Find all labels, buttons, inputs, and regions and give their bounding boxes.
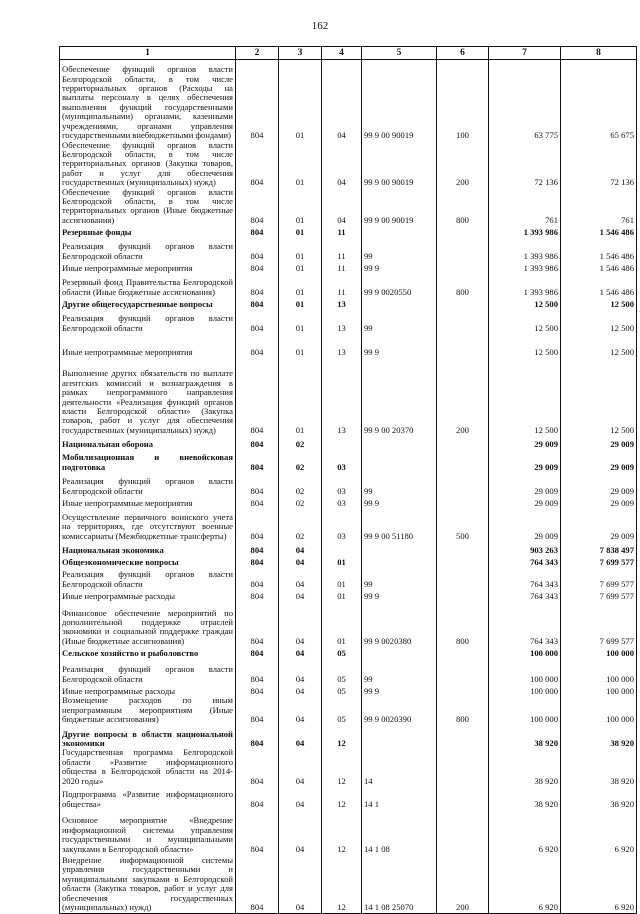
amount-second-year: 7 699 577 [561, 589, 637, 601]
subsection-code: 11 [322, 261, 362, 273]
column-header: 7 [489, 47, 561, 60]
section-code: 01 [279, 333, 322, 357]
amount-second-year: 1 546 486 [561, 273, 637, 297]
column-header: 1 [60, 47, 236, 60]
subsection-code: 13 [322, 297, 362, 309]
expense-type-code [437, 567, 489, 589]
admin-code: 804 [236, 273, 279, 297]
subsection-code: 03 [322, 508, 362, 541]
table-row [60, 541, 637, 555]
table-row [60, 237, 637, 261]
subsection-code: 12 [322, 748, 362, 786]
table-row [60, 646, 637, 658]
row-description: Иные непрограммные мероприятия [60, 333, 236, 357]
expense-type-code: 200 [437, 141, 489, 188]
amount-second-year: 29 009 [561, 472, 637, 496]
row-description: Выполнение других обязательств по выплате агентских комиссий и вознаграждения в рамках непрограммного направления деятельности «Реализация функций органов власти Белгородской области» (Закупка товаров, работ и услуг для обеспечения государственных (муниципальных) нужд) [60, 357, 236, 435]
target-article-code [362, 646, 437, 658]
subsection-code: 01 [322, 601, 362, 646]
column-header: 3 [279, 47, 322, 60]
amount-first-year: 764 343 [489, 589, 561, 601]
expense-type-code [437, 786, 489, 809]
amount-first-year: 764 343 [489, 555, 561, 567]
expense-type-code: 800 [437, 188, 489, 226]
amount-second-year: 12 500 [561, 309, 637, 333]
amount-first-year: 761 [489, 188, 561, 226]
header-row [60, 47, 637, 60]
section-code: 04 [279, 854, 322, 913]
amount-first-year: 63 775 [489, 60, 561, 141]
amount-second-year: 100 000 [561, 658, 637, 684]
amount-second-year: 6 920 [561, 854, 637, 913]
expense-type-code [437, 435, 489, 449]
target-article-code: 14 1 08 [362, 809, 437, 854]
subsection-code: 12 [322, 786, 362, 809]
admin-code: 804 [236, 261, 279, 273]
admin-code: 804 [236, 724, 279, 748]
target-article-code: 99 [362, 567, 437, 589]
target-article-code [362, 225, 437, 237]
table-row [60, 449, 637, 472]
table-row [60, 357, 637, 435]
admin-code: 804 [236, 188, 279, 226]
target-article-code [362, 297, 437, 309]
table-row [60, 809, 637, 854]
subsection-code: 05 [322, 696, 362, 724]
amount-second-year: 72 136 [561, 141, 637, 188]
section-code: 02 [279, 508, 322, 541]
amount-second-year: 29 009 [561, 508, 637, 541]
row-description: Другие вопросы в области национальной экономики [60, 724, 236, 748]
subsection-code: 13 [322, 333, 362, 357]
amount-first-year: 29 009 [489, 449, 561, 472]
target-article-code: 99 9 [362, 496, 437, 508]
target-article-code: 14 [362, 748, 437, 786]
table-row [60, 141, 637, 188]
subsection-code: 04 [322, 141, 362, 188]
expense-type-code [437, 496, 489, 508]
amount-first-year: 100 000 [489, 646, 561, 658]
amount-first-year: 29 009 [489, 496, 561, 508]
expense-type-code [437, 658, 489, 684]
expense-type-code [437, 541, 489, 555]
amount-second-year: 29 009 [561, 496, 637, 508]
amount-second-year: 100 000 [561, 696, 637, 724]
expense-type-code [437, 589, 489, 601]
amount-second-year: 38 920 [561, 748, 637, 786]
table-row [60, 601, 637, 646]
table-row [60, 60, 637, 141]
row-description: Основное мероприятие «Внедрение информационной системы управления государственными и муниципальными закупками в Белгородской области» [60, 809, 236, 854]
table-row [60, 555, 637, 567]
amount-second-year: 1 546 486 [561, 225, 637, 237]
expense-type-code: 200 [437, 357, 489, 435]
table-row [60, 297, 637, 309]
target-article-code: 14 1 08 25070 [362, 854, 437, 913]
subsection-code: 03 [322, 472, 362, 496]
amount-second-year: 12 500 [561, 297, 637, 309]
section-code: 01 [279, 237, 322, 261]
amount-first-year: 100 000 [489, 684, 561, 696]
section-code: 04 [279, 809, 322, 854]
table-row [60, 333, 637, 357]
expense-type-code [437, 748, 489, 786]
amount-first-year: 6 920 [489, 854, 561, 913]
amount-first-year: 100 000 [489, 658, 561, 684]
admin-code: 804 [236, 357, 279, 435]
target-article-code: 99 9 0020380 [362, 601, 437, 646]
budget-table [59, 46, 637, 914]
row-description: Подпрограмма «Развитие информационного общества» [60, 786, 236, 809]
table-row [60, 508, 637, 541]
table-row [60, 696, 637, 724]
row-description: Реализация функций органов власти Белгородской области [60, 658, 236, 684]
subsection-code: 12 [322, 724, 362, 748]
subsection-code: 11 [322, 237, 362, 261]
row-description: Сельское хозяйство и рыболовство [60, 646, 236, 658]
subsection-code [322, 541, 362, 555]
amount-first-year: 764 343 [489, 601, 561, 646]
row-description: Резервные фонды [60, 225, 236, 237]
amount-second-year: 7 699 577 [561, 601, 637, 646]
expense-type-code: 200 [437, 854, 489, 913]
admin-code: 804 [236, 786, 279, 809]
section-code: 02 [279, 496, 322, 508]
section-code: 01 [279, 309, 322, 333]
section-code: 01 [279, 225, 322, 237]
admin-code: 804 [236, 696, 279, 724]
admin-code: 804 [236, 658, 279, 684]
expense-type-code: 800 [437, 696, 489, 724]
amount-second-year: 7 699 577 [561, 567, 637, 589]
admin-code: 804 [236, 472, 279, 496]
amount-second-year: 100 000 [561, 684, 637, 696]
amount-first-year: 38 920 [489, 724, 561, 748]
expense-type-code [437, 646, 489, 658]
expense-type-code [437, 684, 489, 696]
amount-first-year: 1 393 986 [489, 237, 561, 261]
section-code: 04 [279, 601, 322, 646]
target-article-code: 99 9 0020390 [362, 696, 437, 724]
amount-second-year: 29 009 [561, 449, 637, 472]
section-code: 01 [279, 141, 322, 188]
target-article-code: 99 [362, 237, 437, 261]
target-article-code [362, 449, 437, 472]
subsection-code [322, 435, 362, 449]
expense-type-code [437, 297, 489, 309]
amount-second-year: 29 009 [561, 435, 637, 449]
table-row [60, 786, 637, 809]
amount-second-year: 6 920 [561, 809, 637, 854]
admin-code: 804 [236, 496, 279, 508]
section-code: 04 [279, 567, 322, 589]
section-code: 04 [279, 658, 322, 684]
row-description: Внедрение информационной системы управления государственными и муниципальными закупками в Белгородской области (Закупка товаров, работ и услуг для обеспечения государственных (муниципальных) нужд) [60, 854, 236, 913]
section-code: 04 [279, 555, 322, 567]
target-article-code: 99 9 [362, 589, 437, 601]
row-description: Реализация функций органов власти Белгородской области [60, 309, 236, 333]
table-row [60, 854, 637, 913]
amount-first-year: 100 000 [489, 696, 561, 724]
table-row [60, 435, 637, 449]
section-code: 01 [279, 273, 322, 297]
amount-second-year: 7 838 497 [561, 541, 637, 555]
expense-type-code: 100 [437, 60, 489, 141]
target-article-code: 99 9 [362, 684, 437, 696]
amount-first-year: 1 393 986 [489, 261, 561, 273]
target-article-code [362, 724, 437, 748]
target-article-code [362, 541, 437, 555]
target-article-code [362, 555, 437, 567]
row-description: Иные непрограммные расходы [60, 589, 236, 601]
row-description: Национальная оборона [60, 435, 236, 449]
expense-type-code [437, 309, 489, 333]
subsection-code: 03 [322, 496, 362, 508]
amount-first-year: 12 500 [489, 309, 561, 333]
column-header: 8 [561, 47, 637, 60]
amount-first-year: 12 500 [489, 297, 561, 309]
target-article-code: 99 [362, 472, 437, 496]
expense-type-code [437, 449, 489, 472]
expense-type-code [437, 724, 489, 748]
subsection-code: 13 [322, 357, 362, 435]
amount-first-year: 1 393 986 [489, 273, 561, 297]
subsection-code: 01 [322, 555, 362, 567]
section-code: 01 [279, 357, 322, 435]
subsection-code: 01 [322, 567, 362, 589]
row-description: Общеэкономические вопросы [60, 555, 236, 567]
admin-code: 804 [236, 589, 279, 601]
amount-second-year: 38 920 [561, 724, 637, 748]
admin-code: 804 [236, 748, 279, 786]
admin-code: 804 [236, 555, 279, 567]
admin-code: 804 [236, 333, 279, 357]
expense-type-code [437, 261, 489, 273]
row-description: Обеспечение функций органов власти Белгородской области, в том числе территориальных органов (Расходы на выплаты персоналу в целях обеспечения выполнения функций государственными (муниципальными) органами, казенными учреждениями, органами управления государственными внебюджетными фондами) [60, 60, 236, 141]
subsection-code: 11 [322, 273, 362, 297]
column-header: 2 [236, 47, 279, 60]
subsection-code: 05 [322, 646, 362, 658]
section-code: 01 [279, 297, 322, 309]
row-description: Другие общегосударственные вопросы [60, 297, 236, 309]
expense-type-code [437, 809, 489, 854]
admin-code: 804 [236, 435, 279, 449]
section-code: 02 [279, 472, 322, 496]
expense-type-code [437, 472, 489, 496]
section-code: 01 [279, 60, 322, 141]
admin-code: 804 [236, 225, 279, 237]
row-description: Осуществление первичного воинского учета на территориях, где отсутствуют военные комиссариаты (Межбюджетные трансферты) [60, 508, 236, 541]
expense-type-code [437, 555, 489, 567]
section-code: 04 [279, 541, 322, 555]
amount-first-year: 38 920 [489, 748, 561, 786]
admin-code: 804 [236, 309, 279, 333]
admin-code: 804 [236, 60, 279, 141]
section-code: 04 [279, 589, 322, 601]
row-description: Обеспечение функций органов власти Белгородской области, в том числе территориальных органов (Иные бюджетные ассигнования) [60, 188, 236, 226]
target-article-code: 99 9 00 90019 [362, 141, 437, 188]
target-article-code: 14 1 [362, 786, 437, 809]
amount-first-year: 1 393 986 [489, 225, 561, 237]
row-description: Резервный фонд Правительства Белгородской области (Иные бюджетные ассигнования) [60, 273, 236, 297]
table-row [60, 225, 637, 237]
column-header: 4 [322, 47, 362, 60]
page-number: 162 [311, 20, 329, 32]
expense-type-code: 500 [437, 508, 489, 541]
admin-code: 804 [236, 567, 279, 589]
row-description: Реализация функций органов власти Белгородской области [60, 237, 236, 261]
admin-code: 804 [236, 601, 279, 646]
target-article-code: 99 [362, 658, 437, 684]
column-header: 6 [437, 47, 489, 60]
expense-type-code: 800 [437, 601, 489, 646]
subsection-code: 12 [322, 809, 362, 854]
table-row [60, 589, 637, 601]
target-article-code: 99 9 00 90019 [362, 188, 437, 226]
table-row [60, 567, 637, 589]
amount-second-year: 12 500 [561, 333, 637, 357]
amount-first-year: 6 920 [489, 809, 561, 854]
section-code: 04 [279, 786, 322, 809]
admin-code: 804 [236, 809, 279, 854]
amount-second-year: 7 699 577 [561, 555, 637, 567]
subsection-code: 13 [322, 309, 362, 333]
section-code: 04 [279, 696, 322, 724]
table-row [60, 188, 637, 226]
row-description: Иные непрограммные расходы [60, 684, 236, 696]
amount-first-year: 764 343 [489, 567, 561, 589]
admin-code: 804 [236, 646, 279, 658]
amount-first-year: 29 009 [489, 435, 561, 449]
admin-code: 804 [236, 854, 279, 913]
amount-second-year: 100 000 [561, 646, 637, 658]
row-description: Возмещение расходов по иным непрограммным мероприятиям (Иные бюджетные ассигнования) [60, 696, 236, 724]
section-code: 01 [279, 261, 322, 273]
row-description: Иные непрограммные мероприятия [60, 261, 236, 273]
row-description: Мобилизационная и вневойсковая подготовка [60, 449, 236, 472]
row-description: Государственная программа Белгородской области «Развитие информационного общества в Белгородской области на 2014-2020 годы» [60, 748, 236, 786]
admin-code: 804 [236, 237, 279, 261]
amount-second-year: 1 546 486 [561, 237, 637, 261]
section-code: 04 [279, 748, 322, 786]
target-article-code: 99 9 00 20370 [362, 357, 437, 435]
expense-type-code [437, 333, 489, 357]
target-article-code: 99 9 00 51180 [362, 508, 437, 541]
subsection-code: 01 [322, 589, 362, 601]
section-code: 04 [279, 684, 322, 696]
section-code: 01 [279, 188, 322, 226]
subsection-code: 04 [322, 188, 362, 226]
row-description: Реализация функций органов власти Белгородской области [60, 567, 236, 589]
amount-second-year: 38 920 [561, 786, 637, 809]
table-row [60, 472, 637, 496]
section-code: 02 [279, 449, 322, 472]
section-code: 04 [279, 724, 322, 748]
admin-code: 804 [236, 508, 279, 541]
subsection-code: 04 [322, 60, 362, 141]
target-article-code: 99 9 [362, 333, 437, 357]
target-article-code: 99 9 0020550 [362, 273, 437, 297]
section-code: 02 [279, 435, 322, 449]
subsection-code: 05 [322, 684, 362, 696]
target-article-code [362, 435, 437, 449]
row-description: Финансовое обеспечение мероприятий по дополнительной поддержке отраслей экономики и социальной поддержке граждан (Иные бюджетные ассигнования) [60, 601, 236, 646]
amount-first-year: 12 500 [489, 333, 561, 357]
table-row [60, 273, 637, 297]
row-description: Национальная экономика [60, 541, 236, 555]
admin-code: 804 [236, 684, 279, 696]
amount-first-year: 72 136 [489, 141, 561, 188]
row-description: Реализация функций органов власти Белгородской области [60, 472, 236, 496]
section-code: 04 [279, 646, 322, 658]
table-row [60, 658, 637, 684]
amount-second-year: 761 [561, 188, 637, 226]
expense-type-code: 800 [437, 273, 489, 297]
admin-code: 804 [236, 297, 279, 309]
subsection-code: 03 [322, 449, 362, 472]
expense-type-code [437, 237, 489, 261]
subsection-code: 12 [322, 854, 362, 913]
target-article-code: 99 9 00 90019 [362, 60, 437, 141]
amount-first-year: 12 500 [489, 357, 561, 435]
column-header: 5 [362, 47, 437, 60]
admin-code: 804 [236, 141, 279, 188]
amount-first-year: 29 009 [489, 472, 561, 496]
table-row [60, 496, 637, 508]
amount-second-year: 65 675 [561, 60, 637, 141]
amount-first-year: 38 920 [489, 786, 561, 809]
admin-code: 804 [236, 541, 279, 555]
amount-first-year: 903 263 [489, 541, 561, 555]
target-article-code: 99 9 [362, 261, 437, 273]
admin-code: 804 [236, 449, 279, 472]
target-article-code: 99 [362, 309, 437, 333]
amount-second-year: 1 546 486 [561, 261, 637, 273]
amount-first-year: 29 009 [489, 508, 561, 541]
subsection-code: 11 [322, 225, 362, 237]
subsection-code: 05 [322, 658, 362, 684]
table-row [60, 309, 637, 333]
row-description: Обеспечение функций органов власти Белгородской области, в том числе территориальных органов (Закупка товаров, работ и услуг для обеспечения государственных (муниципальных) нужд) [60, 141, 236, 188]
amount-second-year: 12 500 [561, 357, 637, 435]
table-row [60, 261, 637, 273]
expense-type-code [437, 225, 489, 237]
table-row [60, 748, 637, 786]
table-row [60, 724, 637, 748]
row-description: Иные непрограммные мероприятия [60, 496, 236, 508]
